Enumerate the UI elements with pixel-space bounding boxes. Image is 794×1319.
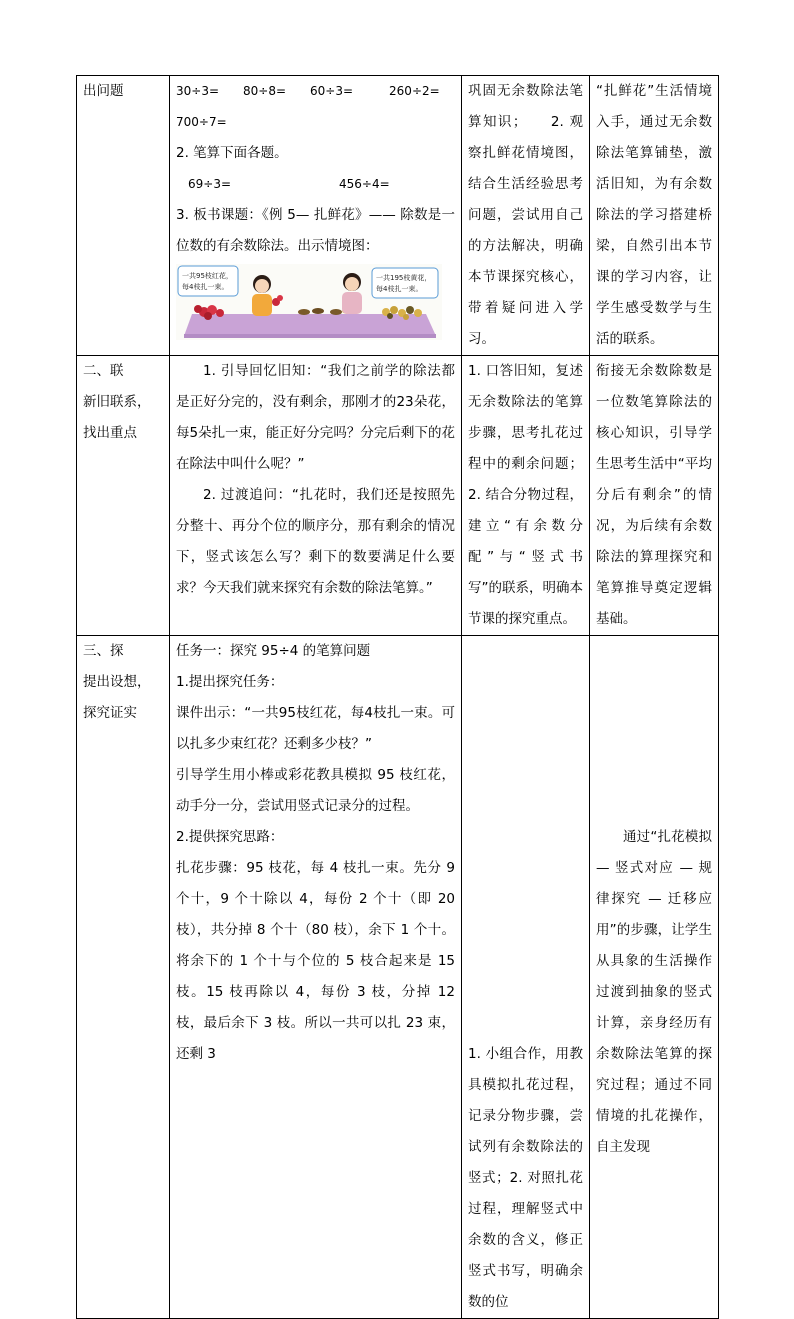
design-intent-cell bbox=[590, 636, 719, 1319]
stage-cell bbox=[77, 636, 170, 1319]
content-line: 2. 笔算下面各题。 bbox=[176, 145, 288, 161]
stage-title: 二、联 bbox=[83, 363, 124, 379]
table-row bbox=[77, 356, 719, 636]
flower-scene-svg bbox=[176, 264, 442, 340]
content-cell bbox=[170, 76, 462, 356]
content-line: 1.提出探究任务： bbox=[176, 674, 284, 690]
student-activity-cell: 巩固无余数除法笔算知识； 2. 观察扎鲜花情境图，结合生活经验思考问题，尝试用自己的方法解决，明确本节课探究核心，带着疑问进入学习。 bbox=[462, 76, 590, 356]
design-intent-cell: 衔接无余数除数是一位数笔算除法的核心知识，引导学生思考生活中“平均分后有剩余”的情况，为后续有余数除法的算理探究和笔算推导奠定逻辑基础。 bbox=[590, 356, 719, 636]
speech-bubble-1 bbox=[178, 266, 238, 296]
content-line: 课件出示：“一共95枝红花，每4枝扎一束。可以扎多少束红花？还剩多少枝？” bbox=[176, 705, 455, 752]
student-activity-cell: 1. 口答旧知，复述无余数除法的笔算步骤，思考扎花过程中的剩余问题；2. 结合分物过程，建立“有余数分配”与“竖式书写”的联系，明确本节课的探究重点。 bbox=[462, 356, 590, 636]
student-activity-text: 1. 小组合作，用教具模拟扎花过程，记录分物步骤，尝试列有余数除法的竖式；2. 对照扎花过程，理解竖式中余数的含义，修正竖式书写，明确余数的位 bbox=[468, 1046, 583, 1310]
content-line: 69÷3= 456÷4= bbox=[176, 177, 390, 191]
table-row bbox=[77, 636, 719, 1319]
design-intent-text: 通过“扎花模拟 — 竖式对应 — 规律探究 — 迁移应用”的步骤，让学生从具象的生活操作过渡到抽象的竖式计算，亲身经历有余数除法笔算的探究过程；通过不同情境的扎花操作，自主发现 bbox=[596, 829, 712, 1155]
bubble-2-text: 一共195枝黄花，每4枝扎一束。 bbox=[376, 274, 432, 293]
stage-cell bbox=[77, 76, 170, 356]
content-line: 30÷3= 80÷8= 60÷3= 260÷2= bbox=[176, 84, 440, 98]
bubble-1-text: 一共95枝红花，每4枝扎一束。 bbox=[182, 272, 233, 291]
content-line: 3. 板书课题：《例 5— 扎鲜花》—— 除数是一位数的有余数除法。出示情境图： bbox=[176, 207, 455, 254]
table-shape bbox=[184, 314, 436, 336]
content-cell bbox=[170, 356, 462, 636]
content-line: 700÷7= bbox=[176, 115, 227, 129]
content-line: 引导学生用小棒或彩花教具模拟 95 枝红花，动手分一分，尝试用竖式记录分的过程。 bbox=[176, 767, 455, 814]
stage-subtitle: 新旧联系，找出重点 bbox=[83, 394, 151, 441]
content-line: 任务一：探究 95÷4 的笔算问题 bbox=[176, 643, 371, 659]
stage-cell bbox=[77, 356, 170, 636]
content-line: 2.提供探究思路： bbox=[176, 829, 284, 845]
flower-scene-illustration bbox=[176, 264, 455, 340]
content-cell bbox=[170, 636, 462, 1319]
content-paragraph: 2. 过渡追问：“扎花时，我们还是按照先分整十、再分个位的顺序分，那有剩余的情况下，竖式该怎么写？剩下的数要满足什么要求？今天我们就来探究有余数的除法笔算。” bbox=[176, 487, 455, 596]
lesson-plan-table bbox=[76, 75, 719, 1319]
stage-subtitle: 提出设想，探究证实 bbox=[83, 674, 151, 721]
stage-title: 出问题 bbox=[83, 83, 124, 99]
student-activity-cell bbox=[462, 636, 590, 1319]
speech-bubble-2 bbox=[372, 268, 438, 298]
table-row bbox=[77, 76, 719, 356]
content-paragraph: 1. 引导回忆旧知：“我们之前学的除法都是正好分完的，没有剩余，那刚才的23朵花，每5朵扎一束，能正好分完吗？分完后剩下的花在除法中叫什么呢？” bbox=[176, 363, 455, 472]
stage-title: 三、探 bbox=[83, 643, 124, 659]
design-intent-cell: “扎鲜花”生活情境入手，通过无余数除法笔算铺垫，激活旧知，为有余数除法的学习搭建桥梁，自然引出本节课的学习内容，让学生感受数学与生活的联系。 bbox=[590, 76, 719, 356]
girl-figure-icon bbox=[342, 273, 362, 314]
content-line: 扎花步骤：95 枝花，每 4 枝扎一束。先分 9 个十，9 个十除以 4，每份 2 个十（即 20 枝），共分掉 8 个十（80 枝），余下 1 个十。将余下的 1 个十与个位的 5 枝合起来是 15 枝。15 枝再除以 4，每份 3 枝，分掉 12 枝，最后余下 3 枝。所以一共可以扎 23 束，还剩 3 bbox=[176, 860, 455, 1062]
